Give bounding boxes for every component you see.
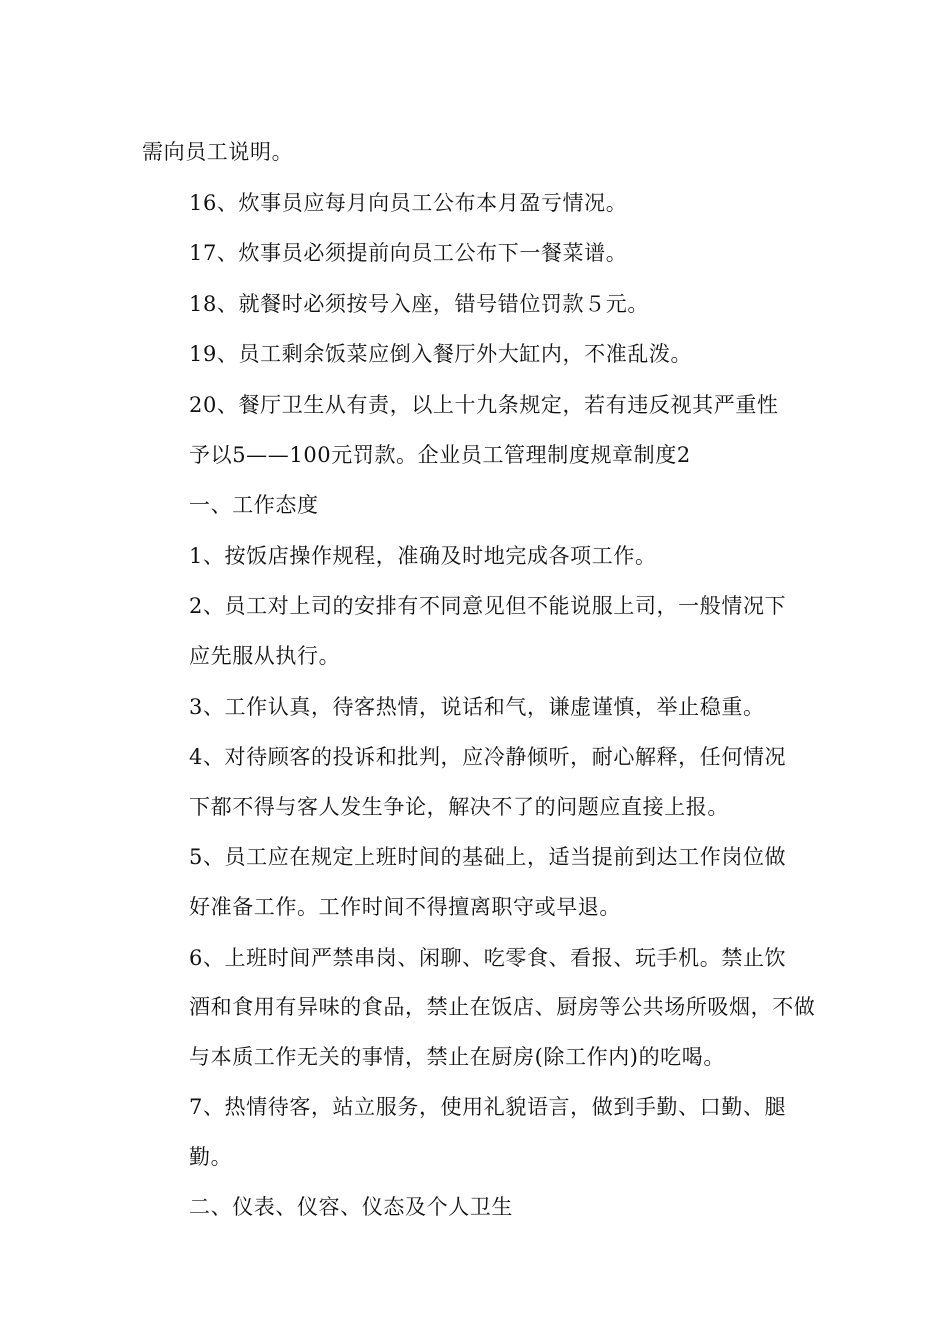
- text-line: 20、餐厅卫生从有责，以上十九条规定，若有违反视其严重性: [189, 392, 779, 417]
- paragraph: [142, 280, 808, 330]
- paragraph: [142, 532, 808, 582]
- paragraph: [142, 179, 808, 229]
- paragraph: [142, 481, 808, 531]
- paragraph: [142, 582, 808, 681]
- text-line: 需向员工说明。: [142, 140, 294, 164]
- text-line: 一、工作态度: [189, 493, 319, 518]
- text-line: 下都不得与客人发生争论，解决不了的问题应直接上报。: [189, 794, 729, 819]
- text-line: 好准备工作。工作时间不得擅离职守或早退。: [189, 894, 621, 919]
- paragraph: [142, 1183, 808, 1233]
- text-line: 3、工作认真，待客热情，说话和气，谦虚谨慎，举止稳重。: [189, 694, 765, 719]
- paragraph: [142, 330, 808, 380]
- text-line: 二、仪表、仪容、仪态及个人卫生: [189, 1195, 513, 1220]
- paragraph: [142, 381, 808, 480]
- text-line: 与本质工作无关的事情，禁止在厨房(除工作内)的吃喝。: [189, 1044, 725, 1069]
- text-line: 1、按饭店操作规程，准确及时地完成各项工作。: [189, 543, 657, 568]
- text-line: 应先服从执行。: [189, 643, 341, 668]
- text-line: 酒和食用有异味的食品，禁止在饭店、厨房等公共场所吸烟，不做: [189, 995, 816, 1020]
- paragraph: [142, 934, 816, 1083]
- text-line: 4、对待顾客的投诉和批判，应冷静倾听，耐心解释，任何情况: [189, 745, 787, 770]
- paragraph: [142, 733, 808, 832]
- text-line: 6、上班时间严禁串岗、闲聊、吃零食、看报、玩手机。禁止饮: [189, 945, 787, 970]
- text-line: 5、员工应在规定上班时间的基础上，适当提前到达工作岗位做: [189, 845, 787, 870]
- text-line: 19、员工剩余饭菜应倒入餐厅外大缸内，不准乱泼。: [189, 342, 693, 367]
- text-line: 勤。: [189, 1144, 233, 1169]
- document-body: [142, 128, 816, 1234]
- paragraph: [142, 229, 808, 279]
- text-line: 予以5——100元罚款。企业员工管理制度规章制度2: [189, 442, 691, 467]
- paragraph: [142, 683, 808, 733]
- text-line: 7、热情待客，站立服务，使用礼貌语言，做到手勤、口勤、腿: [189, 1095, 787, 1120]
- paragraph: [142, 833, 808, 932]
- text-line: 17、炊事员必须提前向员工公布下一餐菜谱。: [189, 241, 628, 266]
- paragraph: [142, 128, 808, 178]
- text-line: 16、炊事员应每月向员工公布本月盈亏情况。: [189, 190, 628, 215]
- text-line: 2、员工对上司的安排有不同意见但不能说服上司，一般情况下: [189, 594, 787, 619]
- text-line: 18、就餐时必须按号入座，错号错位罚款５元。: [189, 291, 649, 316]
- paragraph: [142, 1083, 808, 1182]
